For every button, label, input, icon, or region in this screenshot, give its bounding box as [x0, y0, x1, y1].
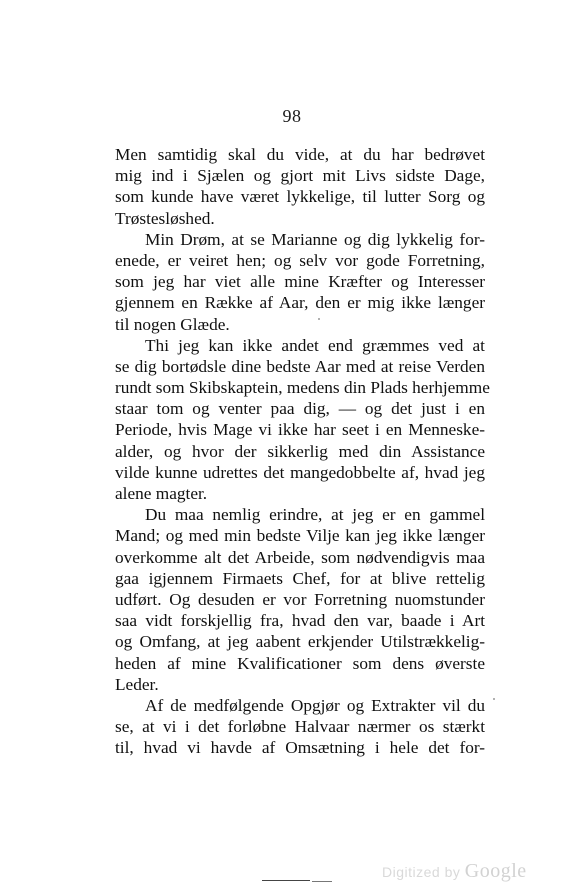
text-line: Mand; og med min bedste Vilje kan jeg ikke længer	[115, 526, 485, 546]
watermark-brand: Google	[464, 860, 527, 882]
text-line: enede, er veiret hen; og selv vor gode Forretning,	[115, 250, 485, 270]
watermark-prefix: Digitized by	[382, 864, 461, 880]
text-line: gaa igjennem Firmaets Chef, for at blive rettelig	[115, 568, 485, 588]
text-line: Thi jeg kan ikke andet end græmmes ved at	[145, 335, 485, 355]
text-line: alder, og hvor der sikkerlig med din Assistance	[115, 441, 485, 461]
text-line: mig ind i Sjælen og gjort mit Livs sidste Dage,	[115, 166, 485, 186]
text-line: Min Drøm, at se Marianne og dig lykkelig for-	[145, 229, 485, 249]
page-number: 98	[282, 106, 302, 126]
print-speck	[493, 698, 495, 700]
digitization-watermark	[382, 860, 527, 883]
text-line: som kunde have været lykkelige, til lutter Sorg og	[115, 187, 485, 207]
text-line: Trøstesløshed.	[115, 208, 215, 228]
print-speck	[318, 318, 320, 320]
text-line: Af de medfølgende Opgjør og Extrakter vil du	[145, 695, 485, 715]
text-line: og Omfang, at jeg aabent erkjender Utilstrækkelig-	[115, 632, 485, 652]
text-line: som jeg har viet alle mine Kræfter og Interesser	[115, 272, 485, 292]
text-line: gjennem en Række af Aar, den er mig ikke længer	[115, 293, 485, 313]
text-line: se dig bortødsle dine bedste Aar med at reise Verden	[115, 356, 485, 376]
text-line: Periode, hvis Mage vi ikke har seet i en Menneske-	[115, 420, 485, 440]
text-line: vilde kunne udrettes det mangedobbelte af, hvad jeg	[115, 462, 485, 482]
text-line: Men samtidig skal du vide, at du har bedrøvet	[115, 145, 485, 164]
text-line: se, at vi i det forløbne Halvaar nærmer os stærkt	[115, 717, 485, 737]
text-line: staar tom og venter paa dig, — og det just i en	[115, 399, 485, 419]
body-text	[115, 144, 490, 758]
text-line: overkomme alt det Arbeide, som nødvendigvis maa	[115, 547, 485, 567]
text-line: udført. Og desuden er vor Forretning nuomstunder	[115, 589, 485, 609]
text-line: til nogen Glæde.	[115, 314, 230, 334]
text-line: Leder.	[115, 674, 159, 694]
text-line: rundt som Skibskaptein, medens din Plads herhjemme	[115, 378, 490, 398]
footer-rule-short	[312, 881, 332, 882]
text-line: til, hvad vi havde af Omsætning i hele det for-	[115, 738, 485, 758]
text-line: Du maa nemlig erindre, at jeg er en gammel	[145, 505, 485, 525]
text-line: alene magter.	[115, 484, 208, 503]
footer-rule	[262, 880, 310, 881]
text-line: saa vidt forskjellig fra, hvad den var, baade i Art	[115, 611, 485, 631]
text-line: heden af mine Kvalificationer som dens øverste	[115, 653, 485, 673]
